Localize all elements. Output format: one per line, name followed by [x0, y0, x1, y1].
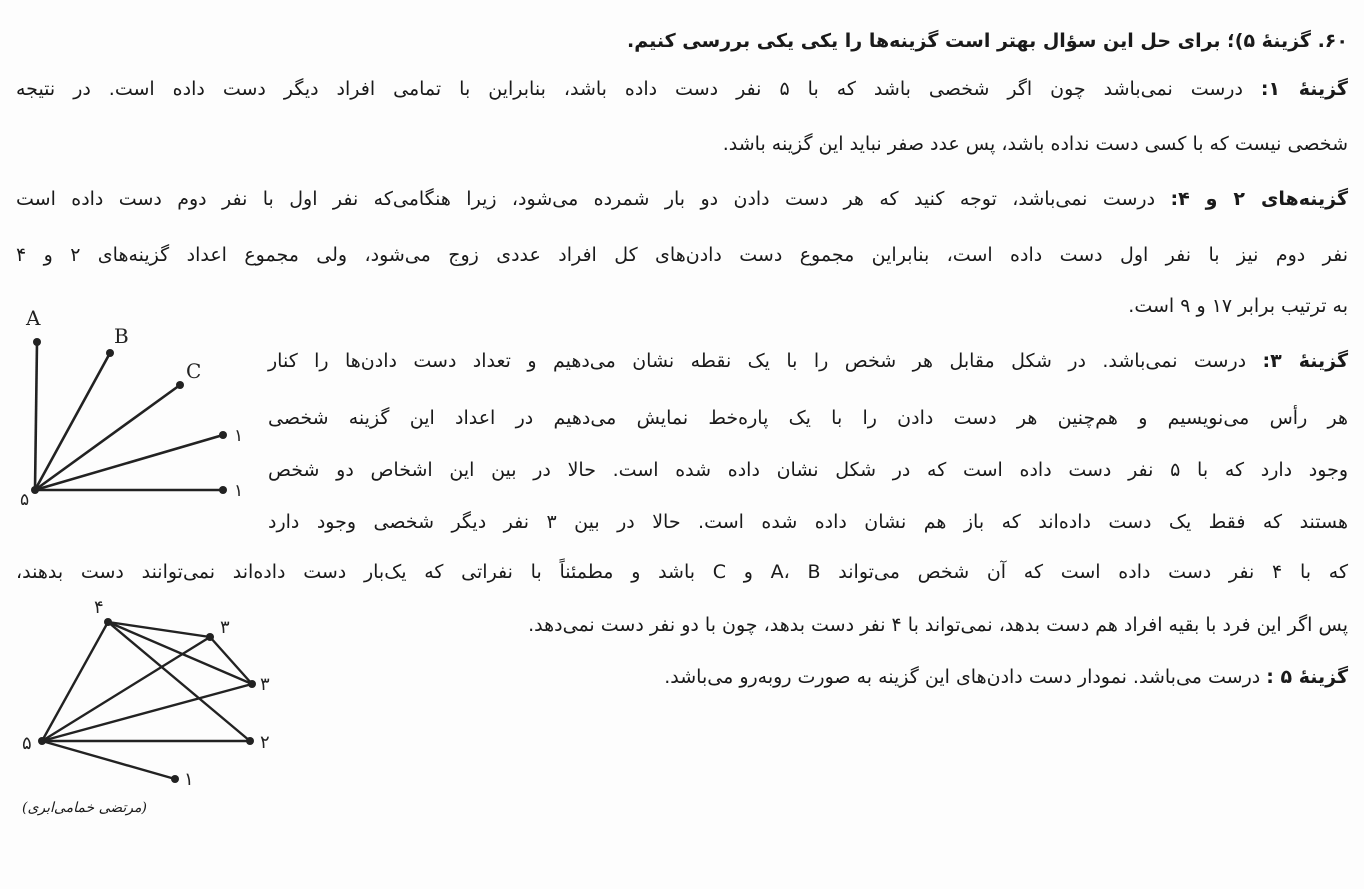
vertex-2	[246, 737, 254, 745]
option5-label: گزینهٔ ۵ :	[1266, 666, 1348, 688]
vertex-1	[171, 775, 179, 783]
option1-label: گزینهٔ ۱:	[1260, 78, 1348, 100]
option24-line1	[16, 185, 1348, 213]
vertex-B	[106, 349, 114, 357]
vertex-3b	[248, 680, 256, 688]
author-caption: (مرتضی خمامی‌ابری)	[22, 800, 147, 816]
option1-text-cont: شخصی نیست که با کسی دست نداده باشد، پس عدد صفر نباید این گزینه باشد.	[722, 133, 1348, 155]
edge-4-2	[108, 622, 250, 741]
vertex-1a	[219, 431, 227, 439]
vertex-3a	[206, 633, 214, 641]
label-A: A	[26, 306, 41, 330]
option5-line1	[500, 663, 1348, 691]
label-3-mid: ۳	[260, 674, 270, 695]
option3-text: درست نمی‌باشد. در شکل مقابل هر شخص را با یک نقطه نشان می‌دهیم و تعداد دست دادن‌ها را کنار	[268, 350, 1247, 372]
question-header	[627, 27, 1348, 55]
label-5: ۵	[22, 733, 32, 754]
edge-5-4	[42, 622, 108, 741]
option24-text: درست نمی‌باشد، توجه کنید که هر دست دادن دو بار شمرده می‌شود، زیرا هنگامی‌که نفر اول با نفر دوم دست داده است	[16, 188, 1156, 210]
option24-label: گزینه‌های ۲ و ۴:	[1170, 188, 1348, 210]
label-5: ۵	[20, 490, 30, 505]
edge-5-A	[35, 342, 37, 490]
label-1: ۱	[184, 769, 194, 790]
option3-line4	[268, 508, 1348, 536]
option3-text-5: که با ۴ نفر دست داده است که آن شخص می‌تواند A، B و C باشد و مطمئناً با نفراتی که یک‌بار دست داده‌اند نمی‌توانند دست بدهند،	[16, 561, 1348, 583]
label-1-bottom: ۱	[234, 481, 244, 501]
option3-line3	[268, 456, 1348, 484]
option5-text: درست می‌باشد. نمودار دست دادن‌های این گزینه به صورت روبه‌رو می‌باشد.	[664, 666, 1261, 688]
edge-5-3b	[42, 684, 252, 741]
edge-5-3a	[42, 637, 210, 741]
vertex-5	[38, 737, 46, 745]
label-1-top: ۱	[234, 426, 244, 446]
option3-text-3: وجود دارد که با ۵ نفر دست داده است که در شکل نشان داده شده است. حالا در بین این اشخاص دو شخص	[268, 459, 1348, 481]
label-2: ۲	[260, 732, 270, 753]
edge-5-1a	[35, 435, 223, 490]
option3-line5	[16, 558, 1348, 586]
option3-text-4: هستند که فقط یک دست داده‌اند که باز هم نشان داده شده است. حالا در بین ۳ نفر دیگر شخصی وجود دارد	[268, 511, 1348, 533]
edge-5-C	[35, 385, 180, 490]
edge-5-B	[35, 353, 110, 490]
option3-line2	[268, 404, 1348, 432]
edge-5-1	[42, 741, 175, 779]
option24-text-cont: نفر دوم نیز با نفر اول دست داده است، بنابراین مجموع دست دادن‌های کل افراد عددی زوج می‌شود، ولی مجموع اعداد گزینه‌های ۲ و ۴	[16, 244, 1348, 266]
figure2-graph	[10, 595, 290, 795]
option3-text-6: پس اگر این فرد با بقیه افراد هم دست بدهد، نمی‌تواند با ۴ نفر دست بدهد، چون با دو نفر دست نمی‌دهد.	[528, 614, 1348, 636]
option1-line2	[16, 130, 1348, 158]
option3-text-2: هر رأس می‌نویسیم و هم‌چنین هر دست دادن را با یک پاره‌خط نمایش می‌دهیم در اعداد این گزینه شخصی	[268, 407, 1348, 429]
option3-label: گزینهٔ ۳:	[1262, 350, 1348, 372]
label-3-top: ۳	[220, 617, 230, 638]
label-B: B	[114, 324, 129, 348]
edge-4-3b	[108, 622, 252, 684]
vertex-C	[176, 381, 184, 389]
label-4: ۴	[94, 597, 104, 618]
option24-line2	[16, 241, 1348, 269]
vertex-A	[33, 338, 41, 346]
label-C: C	[186, 359, 202, 383]
option3-line1	[268, 347, 1348, 375]
option24-text-end: به ترتیب برابر ۱۷ و ۹ است.	[1128, 295, 1348, 317]
vertex-4	[104, 618, 112, 626]
edge-3a-3b	[210, 637, 252, 684]
question-title: ۶۰. گزینهٔ ۵)؛ برای حل این سؤال بهتر است گزینه‌ها را یکی یکی بررسی کنیم.	[627, 30, 1348, 52]
vertex-1b	[219, 486, 227, 494]
figure1-graph	[10, 305, 270, 505]
option3-line6	[300, 611, 1348, 639]
option1-text: درست نمی‌باشد چون اگر شخصی باشد که با ۵ نفر دست داده باشد، بنابراین با تمامی افراد دیگر دست داده است. در نتیجه	[16, 78, 1243, 100]
option1-line1	[16, 75, 1348, 103]
vertex-5	[31, 486, 39, 494]
